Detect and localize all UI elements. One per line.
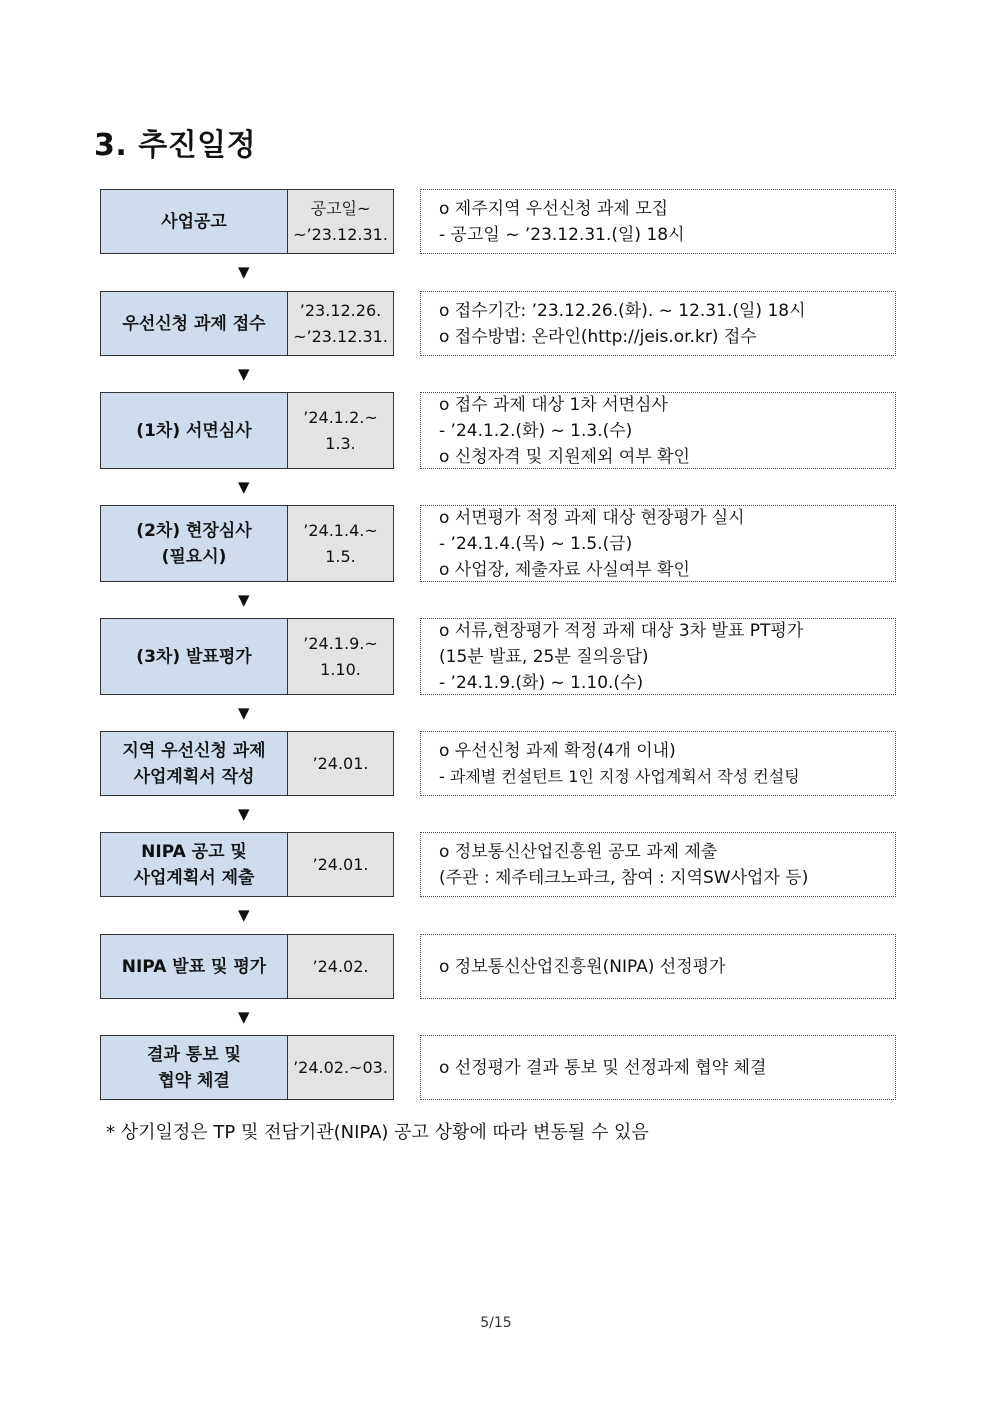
stage-label: (3차) 발표평가	[100, 618, 288, 695]
down-arrow-icon: ▼	[238, 365, 250, 383]
stage-date: ’23.12.26. ~’23.12.31.	[288, 291, 394, 356]
stage-description: o 접수기간: ’23.12.26.(화). ~ 12.31.(일) 18시 o 접수방법: 온라인(http://jeis.or.kr) 접수	[420, 291, 896, 356]
schedule-note: * 상기일정은 TP 및 전담기관(NIPA) 공고 상황에 따라 변동될 수 있음	[106, 1122, 649, 1143]
stage-description: o 서면평가 적정 과제 대상 현장평가 실시 - ’24.1.4.(목) ~ 1.5.(금) o 사업장, 제출자료 사실여부 확인	[420, 505, 896, 582]
schedule-step	[100, 731, 896, 796]
stage-label: (2차) 현장심사 (필요시)	[100, 505, 288, 582]
stage-description: o 정보통신산업진흥원 공모 과제 제출 (주관 : 제주테크노파크, 참여 : 지역SW사업자 등)	[420, 832, 896, 897]
stage-date: ’24.01.	[288, 731, 394, 796]
down-arrow-icon: ▼	[238, 704, 250, 722]
down-arrow-icon: ▼	[238, 263, 250, 281]
schedule-step	[100, 832, 896, 897]
stage-label: 우선신청 과제 접수	[100, 291, 288, 356]
down-arrow-icon: ▼	[238, 906, 250, 924]
stage-date: ’24.01.	[288, 832, 394, 897]
stage-date: ’24.1.2.~ 1.3.	[288, 392, 394, 469]
stage-description: o 서류,현장평가 적정 과제 대상 3차 발표 PT평가 (15분 발표, 25분 질의응답) - ’24.1.9.(화) ~ 1.10.(수)	[420, 618, 896, 695]
stage-description: o 선정평가 결과 통보 및 선정과제 협약 체결	[420, 1035, 896, 1100]
page-number: 5/15	[480, 1315, 512, 1331]
stage-date: ’24.1.9.~ 1.10.	[288, 618, 394, 695]
stage-date: ’24.02.~03.	[288, 1035, 394, 1100]
stage-date: ’24.1.4.~ 1.5.	[288, 505, 394, 582]
stage-description: o 접수 과제 대상 1차 서면심사 - ’24.1.2.(화) ~ 1.3.(수) o 신청자격 및 지원제외 여부 확인	[420, 392, 896, 469]
stage-label: NIPA 공고 및 사업계획서 제출	[100, 832, 288, 897]
stage-label: 결과 통보 및 협약 체결	[100, 1035, 288, 1100]
schedule-step	[100, 291, 896, 356]
down-arrow-icon: ▼	[238, 1008, 250, 1026]
stage-description: o 우선신청 과제 확정(4개 이내) - 과제별 컨설턴트 1인 지정 사업계획서 작성 컨설팅	[420, 731, 896, 796]
down-arrow-icon: ▼	[238, 478, 250, 496]
stage-label: 지역 우선신청 과제 사업계획서 작성	[100, 731, 288, 796]
stage-description: o 제주지역 우선신청 과제 모집 - 공고일 ~ ’23.12.31.(일) 18시	[420, 189, 896, 254]
stage-label: (1차) 서면심사	[100, 392, 288, 469]
schedule-step	[100, 1035, 896, 1100]
schedule-step	[100, 505, 896, 582]
down-arrow-icon: ▼	[238, 591, 250, 609]
schedule-step	[100, 618, 896, 695]
stage-date: 공고일~ ~’23.12.31.	[288, 189, 394, 254]
stage-date: ’24.02.	[288, 934, 394, 999]
down-arrow-icon: ▼	[238, 805, 250, 823]
stage-label: NIPA 발표 및 평가	[100, 934, 288, 999]
stage-description: o 정보통신산업진흥원(NIPA) 선정평가	[420, 934, 896, 999]
stage-label: 사업공고	[100, 189, 288, 254]
schedule-step	[100, 392, 896, 469]
schedule-step	[100, 189, 896, 254]
section-title: 3. 추진일정	[94, 128, 257, 163]
schedule-step	[100, 934, 896, 999]
